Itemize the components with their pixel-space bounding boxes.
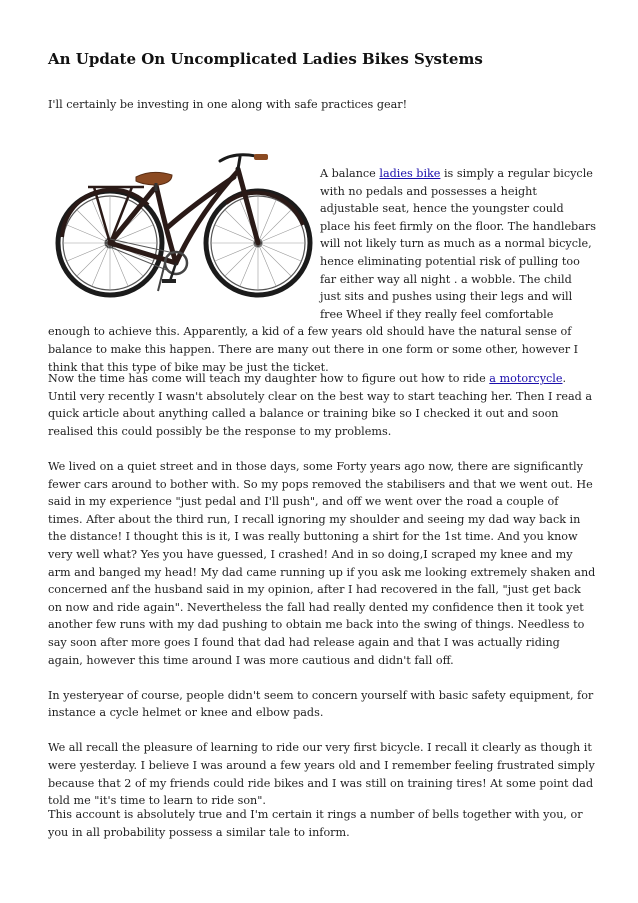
paragraph-text: A balance [320,167,380,180]
page-title: An Update On Uncomplicated Ladies Bikes Systems [48,50,483,68]
bike-frame [110,169,258,263]
motorcycle-link[interactable]: a motorcycle [489,372,563,385]
paragraph-teach-daughter [48,370,596,440]
paragraph-text: is simply a regular bicycle with no pedals and possesses a height adjustable seat, hence the youngster could place his feet firmly on the floor. The handlebars will not likely turn as much as a normal bicycle, hence eliminating potential risk of pulling too far either way all night . a wobble. The child just sits and pushes using their legs and will free Wheel if they really feel comfortable enough to achieve this. Apparently, a kid of a few years old should have the natural sense of balance to make this happen. There are many out there in one form or some other, however I think that this type of bike may be just the ticket. [48,167,596,374]
intro-paragraph: I'll certainly be investing in one along with safe practices gear! [48,98,408,111]
image-text-block [48,145,596,376]
handlebar-grip [254,154,268,160]
bike-image [48,145,320,315]
paragraph-text: Now the time has come will teach my daughter how to figure out how to ride [48,372,490,385]
paragraph-quiet-street: We lived on a quiet street and in those days, some Forty years ago now, there are significantly fewer cars around to bother with. So my pops removed the stabilisers and that we went out. He said in my experience "just pedal and I'll push", and off we went over the road a couple of times. After about the third run, I recall ignoring my shoulder and seeing my dad way back in the distance! I thought this is it, I was really buttoning a shirt for the 1st time. And you know very well what? Yes you have guessed, I crashed! And in so doing,I scraped my knee and my arm and banged my head! My dad came running up if you ask me looking extremely shaken and concerned anf the husband said in my opinion, after I had recovered in the fall, "just get back on now and ride again". Nevertheless the fall had really dented my confidence then it took yet another few runs with my dad pushing to obtain me back into the swing of things. Needless to say soon after more goes I found that dad had release again and that I was actually riding again, however this time around I was more cautious and didn't fall off. [48,459,596,667]
paragraph-first-bicycle: We all recall the pleasure of learning to ride our very first bicycle. I recall it clearly as though it were yesterday. I believe I was around a few years old and I remember feeling frustrated simply because that 2 of my friends could ride bikes and I was still on training tires! At some point dad told me "it's time to learn to ride son". [48,741,595,808]
bike-saddle [136,172,172,185]
paragraph-text: . Until very recently I wasn't absolutely clear on the best way to start teaching her. Then I read a quick article about anything called a balance or training bike so I checked it out and soon realised this could possibly be the response to my problems. [48,372,593,438]
ladies-bike-link[interactable]: ladies bike [379,167,441,180]
article-body [48,370,596,827]
paragraph-closing: This account is absolutely true and I'm certain it rings a number of bells together with you, or you in all probability possess a similar tale to inform. [48,808,583,839]
front-fender [226,193,303,225]
paragraph-safety-equipment: In yesteryear of course, people didn't seem to concern yourself with basic safety equipment, for instance a cycle helmet or knee and elbow pads. [48,688,594,720]
pedal [162,279,176,283]
